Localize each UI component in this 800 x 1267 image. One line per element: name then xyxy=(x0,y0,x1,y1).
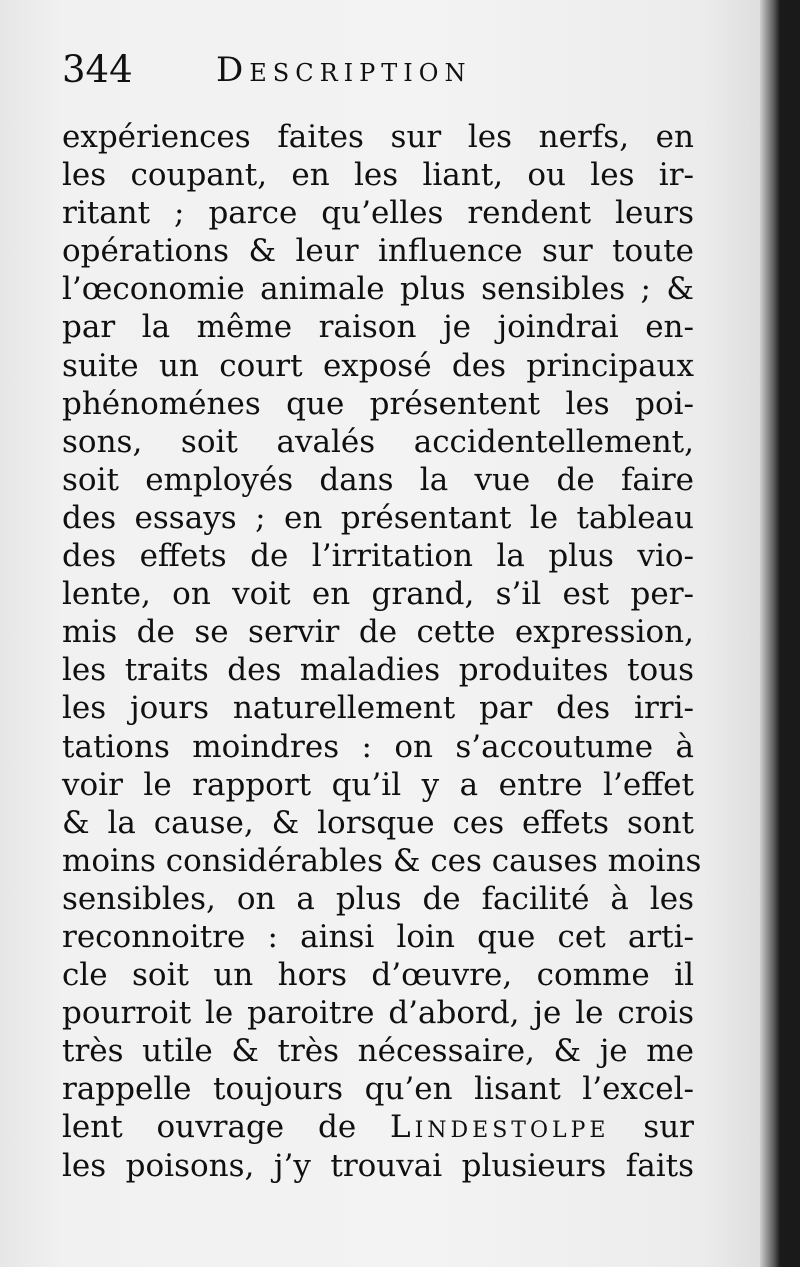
text-line: par la même raison je joindrai en- xyxy=(62,309,694,346)
text-line: suite un court exposé des principaux xyxy=(62,347,694,384)
text-line: les poisons, j’y trouvai plusieurs faits xyxy=(62,1147,694,1184)
text-line: cle soit un hors d’œuvre, comme il xyxy=(62,957,694,994)
text-line: sensibles, on a plus de facilité à les xyxy=(62,880,694,917)
running-title: Description xyxy=(216,50,472,90)
text-line: moins considérables & ces causes moins xyxy=(62,842,702,879)
text-line: des essays ; en présentant le tableau xyxy=(62,499,694,536)
author-name: Lindestolpe xyxy=(390,1109,610,1146)
text-line: voir le rapport qu’il y a entre l’effet xyxy=(62,766,694,803)
page-number: 344 xyxy=(62,48,133,91)
text-line: opérations & leur influence sur toute xyxy=(62,233,694,270)
text-line: tations moindres : on s’accoutume à xyxy=(62,728,694,765)
text-line: reconnoitre : ainsi loin que cet arti- xyxy=(62,918,694,955)
text-line: phénoménes que présentent les poi- xyxy=(62,385,694,422)
text-line-with-name xyxy=(62,1108,694,1146)
text-segment: sur xyxy=(609,1109,695,1146)
text-line: mis de se servir de cette expression, xyxy=(62,614,694,651)
body-text xyxy=(62,118,702,1185)
text-line: l’œconomie animale plus sensibles ; & xyxy=(62,271,694,308)
text-segment: lent ouvrage de xyxy=(62,1109,390,1146)
page-header xyxy=(62,48,702,104)
text-line: les coupant, en les liant, ou les ir- xyxy=(62,157,694,194)
text-line: ritant ; parce qu’elles rendent leurs xyxy=(62,195,694,232)
text-line: les jours naturellement par des irri- xyxy=(62,690,694,727)
text-line: & la cause, & lorsque ces effets sont xyxy=(62,804,694,841)
text-line: très utile & très nécessaire, & je me xyxy=(62,1033,694,1070)
text-line: sons, soit avalés accidentellement, xyxy=(62,423,694,460)
text-line: expériences faites sur les nerfs, en xyxy=(62,119,694,155)
text-line: pourroit le paroitre d’abord, je le crois xyxy=(62,995,694,1032)
text-line: rappelle toujours qu’en lisant l’excel- xyxy=(62,1071,694,1108)
text-line: les traits des maladies produites tous xyxy=(62,652,694,689)
page-edge-shadow xyxy=(760,0,780,1267)
text-line: lente, on voit en grand, s’il est per- xyxy=(62,576,694,613)
text-line: des effets de l’irritation la plus vio- xyxy=(62,538,694,575)
text-line: soit employés dans la vue de faire xyxy=(62,461,694,498)
